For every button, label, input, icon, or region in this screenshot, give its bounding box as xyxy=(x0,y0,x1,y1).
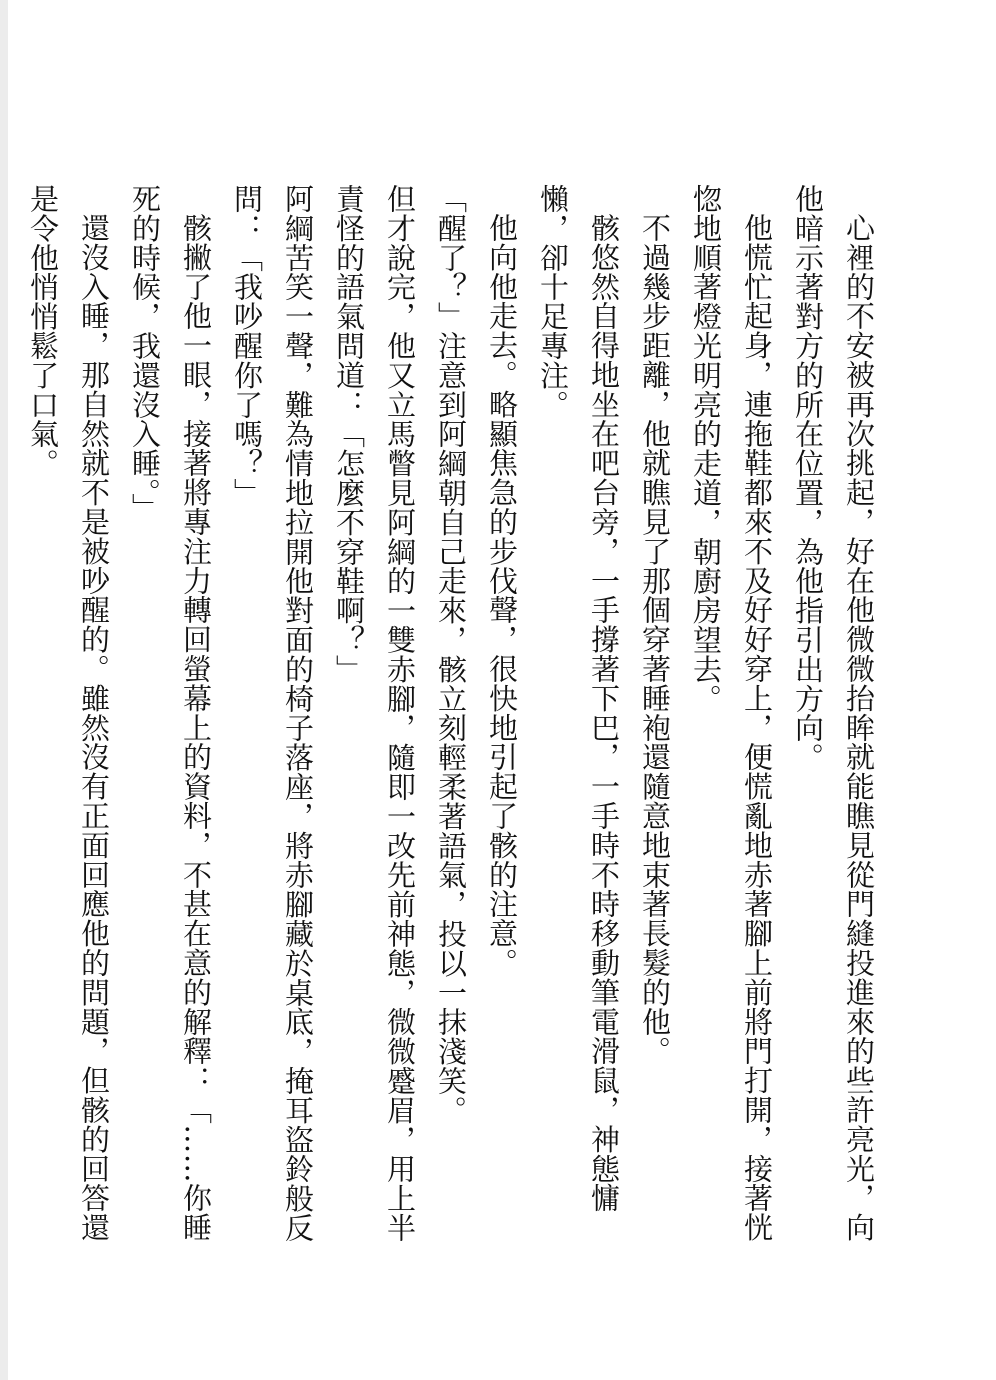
paragraph-8: 阿綱苦笑一聲，難為情地拉開他對面的椅子落座，將赤腳藏於桌底，掩耳盜鈴般反問：「我吵醒你了嗎？」 xyxy=(230,184,315,1243)
paragraph-7: 但才說完，他又立馬瞥見阿綱的一雙赤腳，隨即一改先前神態，微微蹙眉，用上半責怪的語氣問道：「怎麼不穿鞋啊？」 xyxy=(332,184,417,1243)
paragraph-9: 骸撇了他一眼，接著將專注力轉回螢幕上的資料，不甚在意的解釋：「……你睡死的時候，我還沒入睡。」 xyxy=(128,184,213,1242)
page-edge xyxy=(0,0,8,1380)
paragraph-1: 心裡的不安被再次挑起，好在他微微抬眸就能瞧見從門縫投進來的些許亮光，向他暗示著對方的所在位置，為他指引出方向。 xyxy=(791,184,876,1242)
paragraph-2: 他慌忙起身，連拖鞋都來不及好好穿上，便慌亂地赤著腳上前將門打開，接著恍惚地順著燈光明亮的走道，朝廚房望去。 xyxy=(689,184,774,1242)
paragraph-10: 還沒入睡，那自然就不是被吵醒的。雖然沒有正面回應他的問題，但骸的回答還是令他悄悄鬆了口氣。 xyxy=(26,184,111,1242)
paragraph-5: 他向他走去。略顯焦急的步伐聲，很快地引起了骸的注意。 xyxy=(485,213,519,978)
paragraph-3: 不過幾步距離，他就瞧見了那個穿著睡袍還隨意地束著長髮的他。 xyxy=(638,213,672,1066)
paragraph-6: 「醒了？」注意到阿綱朝自己走來，骸立刻輕柔著語氣，投以一抹淺笑。 xyxy=(434,184,468,1125)
novel-text xyxy=(17,184,884,1264)
paragraph-4: 骸悠然自得地坐在吧台旁，一手撐著下巴，一手時不時移動筆電滑鼠，神態慵懶，卻十足專注。 xyxy=(536,184,621,1213)
